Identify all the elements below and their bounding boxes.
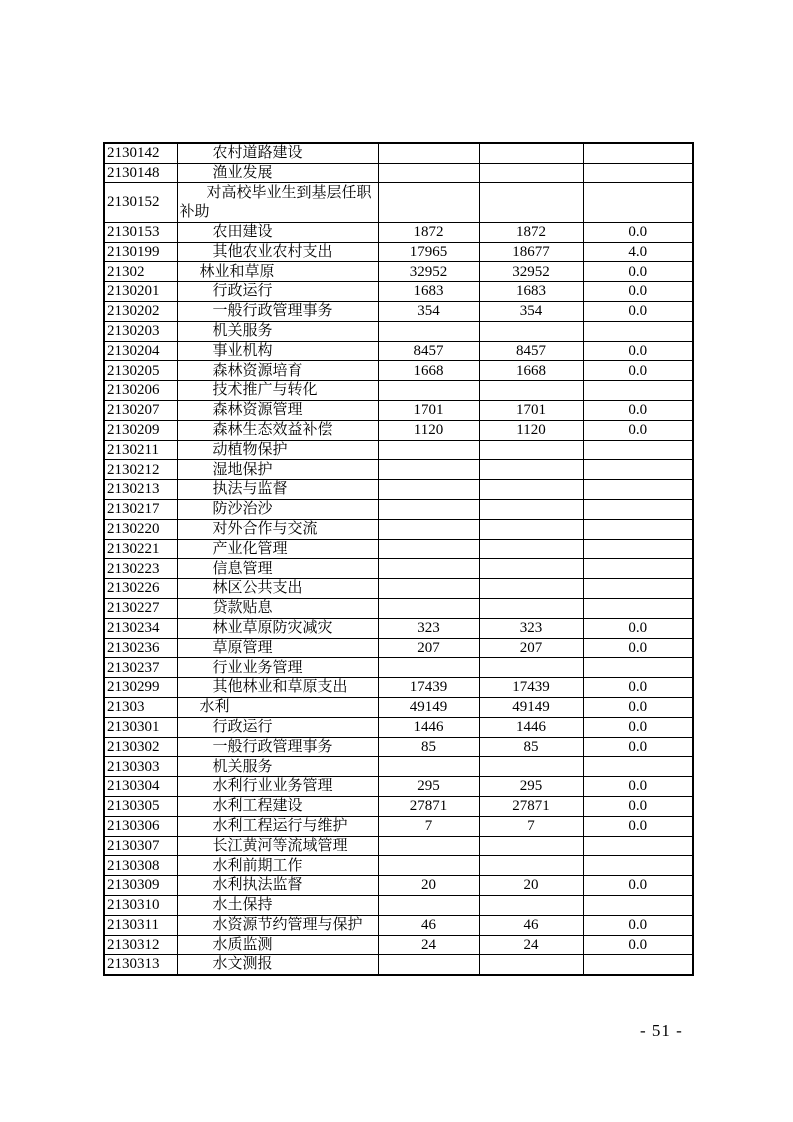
table-row xyxy=(104,183,693,223)
cell-value1 xyxy=(378,183,479,223)
cell-value2 xyxy=(479,460,583,480)
cell-value3: 0.0 xyxy=(583,797,693,817)
table-row xyxy=(104,440,693,460)
cell-value1 xyxy=(378,163,479,183)
cell-value3 xyxy=(583,856,693,876)
cell-value1: 207 xyxy=(378,638,479,658)
table-row xyxy=(104,341,693,361)
table-row xyxy=(104,757,693,777)
cell-value1 xyxy=(378,460,479,480)
cell-value2: 17439 xyxy=(479,678,583,698)
cell-code: 2130213 xyxy=(104,480,177,500)
cell-value3 xyxy=(583,460,693,480)
table-row xyxy=(104,163,693,183)
cell-name: 林区公共支出 xyxy=(177,579,378,599)
cell-name: 一般行政管理事务 xyxy=(177,737,378,757)
table-row xyxy=(104,658,693,678)
table-row xyxy=(104,381,693,401)
cell-name: 水利工程运行与维护 xyxy=(177,816,378,836)
cell-name: 执法与监督 xyxy=(177,480,378,500)
page-number: - 51 - xyxy=(640,1021,683,1040)
table-row xyxy=(104,895,693,915)
cell-value1 xyxy=(378,757,479,777)
cell-value3: 0.0 xyxy=(583,618,693,638)
table-row xyxy=(104,539,693,559)
cell-code: 2130302 xyxy=(104,737,177,757)
table-row xyxy=(104,500,693,520)
cell-value1: 1120 xyxy=(378,420,479,440)
cell-code: 2130313 xyxy=(104,955,177,975)
cell-name: 技术推广与转化 xyxy=(177,381,378,401)
cell-code: 2130221 xyxy=(104,539,177,559)
cell-value2 xyxy=(479,579,583,599)
cell-value1 xyxy=(378,519,479,539)
cell-value2 xyxy=(479,480,583,500)
cell-name: 森林资源管理 xyxy=(177,401,378,421)
cell-value1 xyxy=(378,559,479,579)
cell-name: 林业草原防灾减灾 xyxy=(177,618,378,638)
cell-code: 2130303 xyxy=(104,757,177,777)
cell-code: 2130299 xyxy=(104,678,177,698)
cell-code: 2130148 xyxy=(104,163,177,183)
cell-value3: 0.0 xyxy=(583,915,693,935)
cell-value2 xyxy=(479,381,583,401)
cell-value2: 20 xyxy=(479,876,583,896)
cell-code: 2130209 xyxy=(104,420,177,440)
cell-value2: 354 xyxy=(479,302,583,322)
cell-value1: 1872 xyxy=(378,222,479,242)
cell-code: 2130211 xyxy=(104,440,177,460)
table-row xyxy=(104,143,693,163)
table-row xyxy=(104,935,693,955)
cell-value1: 323 xyxy=(378,618,479,638)
cell-value3 xyxy=(583,599,693,619)
cell-value3 xyxy=(583,480,693,500)
table-row xyxy=(104,262,693,282)
table-row xyxy=(104,420,693,440)
cell-name: 森林资源培育 xyxy=(177,361,378,381)
cell-value2 xyxy=(479,599,583,619)
table-row xyxy=(104,361,693,381)
cell-value3: 0.0 xyxy=(583,717,693,737)
cell-value1: 17439 xyxy=(378,678,479,698)
cell-value3: 0.0 xyxy=(583,816,693,836)
cell-name: 对外合作与交流 xyxy=(177,519,378,539)
cell-value3: 4.0 xyxy=(583,242,693,262)
cell-value2: 85 xyxy=(479,737,583,757)
cell-value3: 0.0 xyxy=(583,222,693,242)
cell-value1: 1446 xyxy=(378,717,479,737)
table-row xyxy=(104,321,693,341)
cell-name: 事业机构 xyxy=(177,341,378,361)
cell-name: 行政运行 xyxy=(177,282,378,302)
cell-value2: 1683 xyxy=(479,282,583,302)
cell-name: 机关服务 xyxy=(177,757,378,777)
cell-value2: 1701 xyxy=(479,401,583,421)
cell-name: 行政运行 xyxy=(177,717,378,737)
cell-value3 xyxy=(583,539,693,559)
cell-name: 机关服务 xyxy=(177,321,378,341)
cell-value2: 24 xyxy=(479,935,583,955)
cell-name: 长江黄河等流域管理 xyxy=(177,836,378,856)
cell-code: 2130307 xyxy=(104,836,177,856)
cell-code: 2130305 xyxy=(104,797,177,817)
cell-value3: 0.0 xyxy=(583,777,693,797)
cell-name: 贷款贴息 xyxy=(177,599,378,619)
cell-code: 2130207 xyxy=(104,401,177,421)
cell-code: 2130304 xyxy=(104,777,177,797)
cell-name: 水利行业业务管理 xyxy=(177,777,378,797)
cell-value3: 0.0 xyxy=(583,678,693,698)
cell-value2 xyxy=(479,163,583,183)
cell-name: 产业化管理 xyxy=(177,539,378,559)
table-row xyxy=(104,797,693,817)
cell-name: 渔业发展 xyxy=(177,163,378,183)
table-row xyxy=(104,717,693,737)
cell-name: 湿地保护 xyxy=(177,460,378,480)
table-row xyxy=(104,282,693,302)
cell-value2 xyxy=(479,519,583,539)
cell-name: 动植物保护 xyxy=(177,440,378,460)
cell-value1: 1668 xyxy=(378,361,479,381)
cell-value2: 8457 xyxy=(479,341,583,361)
cell-value3 xyxy=(583,321,693,341)
cell-name: 水文测报 xyxy=(177,955,378,975)
cell-value1 xyxy=(378,895,479,915)
cell-value1: 32952 xyxy=(378,262,479,282)
cell-code: 2130217 xyxy=(104,500,177,520)
cell-value2: 1446 xyxy=(479,717,583,737)
cell-value2: 1668 xyxy=(479,361,583,381)
cell-name: 农村道路建设 xyxy=(177,143,378,163)
table-row xyxy=(104,816,693,836)
cell-value2 xyxy=(479,955,583,975)
cell-value3 xyxy=(583,559,693,579)
cell-value1: 24 xyxy=(378,935,479,955)
cell-value2 xyxy=(479,559,583,579)
cell-value1: 46 xyxy=(378,915,479,935)
cell-value3 xyxy=(583,579,693,599)
cell-code: 2130220 xyxy=(104,519,177,539)
table-row xyxy=(104,955,693,975)
cell-value1 xyxy=(378,500,479,520)
cell-value2: 49149 xyxy=(479,698,583,718)
cell-code: 2130153 xyxy=(104,222,177,242)
cell-code: 2130152 xyxy=(104,183,177,223)
table-row xyxy=(104,401,693,421)
cell-value1 xyxy=(378,579,479,599)
cell-value3: 0.0 xyxy=(583,935,693,955)
cell-name: 农田建设 xyxy=(177,222,378,242)
cell-value2: 323 xyxy=(479,618,583,638)
cell-name: 森林生态效益补偿 xyxy=(177,420,378,440)
cell-name: 其他农业农村支出 xyxy=(177,242,378,262)
cell-value3: 0.0 xyxy=(583,302,693,322)
cell-code: 2130227 xyxy=(104,599,177,619)
cell-name: 林业和草原 xyxy=(177,262,378,282)
cell-name: 防沙治沙 xyxy=(177,500,378,520)
cell-name: 水资源节约管理与保护 xyxy=(177,915,378,935)
cell-value2 xyxy=(479,895,583,915)
cell-name: 水利执法监督 xyxy=(177,876,378,896)
cell-code: 2130236 xyxy=(104,638,177,658)
cell-code: 2130199 xyxy=(104,242,177,262)
cell-code: 2130142 xyxy=(104,143,177,163)
cell-value1: 354 xyxy=(378,302,479,322)
cell-value2 xyxy=(479,500,583,520)
cell-value2: 7 xyxy=(479,816,583,836)
cell-name: 其他林业和草原支出 xyxy=(177,678,378,698)
cell-value3: 0.0 xyxy=(583,876,693,896)
cell-code: 2130202 xyxy=(104,302,177,322)
cell-value2: 207 xyxy=(479,638,583,658)
cell-code: 2130301 xyxy=(104,717,177,737)
cell-value3 xyxy=(583,183,693,223)
cell-name: 行业业务管理 xyxy=(177,658,378,678)
cell-value3 xyxy=(583,955,693,975)
budget-table-body xyxy=(104,143,693,975)
cell-value2: 1872 xyxy=(479,222,583,242)
cell-value2 xyxy=(479,856,583,876)
cell-value3: 0.0 xyxy=(583,262,693,282)
table-row xyxy=(104,737,693,757)
table-row xyxy=(104,222,693,242)
cell-value1: 20 xyxy=(378,876,479,896)
cell-value3 xyxy=(583,163,693,183)
table-row xyxy=(104,599,693,619)
table-row xyxy=(104,856,693,876)
table-row xyxy=(104,836,693,856)
table-row xyxy=(104,618,693,638)
cell-value1 xyxy=(378,658,479,678)
cell-code: 2130201 xyxy=(104,282,177,302)
cell-value1: 49149 xyxy=(378,698,479,718)
cell-name: 水利前期工作 xyxy=(177,856,378,876)
cell-code: 2130309 xyxy=(104,876,177,896)
cell-code: 2130312 xyxy=(104,935,177,955)
cell-value1: 8457 xyxy=(378,341,479,361)
cell-code: 2130308 xyxy=(104,856,177,876)
cell-code: 2130310 xyxy=(104,895,177,915)
cell-value1: 1683 xyxy=(378,282,479,302)
cell-code: 2130206 xyxy=(104,381,177,401)
cell-name: 一般行政管理事务 xyxy=(177,302,378,322)
cell-value2 xyxy=(479,321,583,341)
cell-value3: 0.0 xyxy=(583,420,693,440)
cell-value3 xyxy=(583,757,693,777)
cell-value3: 0.0 xyxy=(583,698,693,718)
cell-value1: 295 xyxy=(378,777,479,797)
table-row xyxy=(104,579,693,599)
cell-value1 xyxy=(378,955,479,975)
cell-value1: 85 xyxy=(378,737,479,757)
cell-name: 水土保持 xyxy=(177,895,378,915)
cell-value1 xyxy=(378,539,479,559)
cell-code: 2130234 xyxy=(104,618,177,638)
cell-value2: 295 xyxy=(479,777,583,797)
cell-value3 xyxy=(583,143,693,163)
cell-value3 xyxy=(583,519,693,539)
cell-value2: 27871 xyxy=(479,797,583,817)
cell-code: 2130204 xyxy=(104,341,177,361)
cell-value1 xyxy=(378,440,479,460)
cell-value1 xyxy=(378,836,479,856)
table-row xyxy=(104,698,693,718)
cell-value2 xyxy=(479,143,583,163)
cell-value3 xyxy=(583,381,693,401)
table-row xyxy=(104,638,693,658)
table-row xyxy=(104,777,693,797)
cell-value3 xyxy=(583,836,693,856)
table-row xyxy=(104,480,693,500)
cell-value2: 1120 xyxy=(479,420,583,440)
cell-value3 xyxy=(583,440,693,460)
cell-value3: 0.0 xyxy=(583,282,693,302)
cell-code: 2130306 xyxy=(104,816,177,836)
cell-code: 21303 xyxy=(104,698,177,718)
cell-value1: 17965 xyxy=(378,242,479,262)
cell-value3: 0.0 xyxy=(583,341,693,361)
table-row xyxy=(104,678,693,698)
cell-name: 水质监测 xyxy=(177,935,378,955)
cell-code: 2130311 xyxy=(104,915,177,935)
cell-value3 xyxy=(583,658,693,678)
cell-value2: 46 xyxy=(479,915,583,935)
cell-value3: 0.0 xyxy=(583,737,693,757)
cell-code: 2130203 xyxy=(104,321,177,341)
cell-code: 21302 xyxy=(104,262,177,282)
cell-name: 水利工程建设 xyxy=(177,797,378,817)
budget-table xyxy=(103,142,694,976)
cell-code: 2130226 xyxy=(104,579,177,599)
cell-value2 xyxy=(479,658,583,678)
cell-value3 xyxy=(583,895,693,915)
cell-value1: 7 xyxy=(378,816,479,836)
cell-name: 水利 xyxy=(177,698,378,718)
cell-value3: 0.0 xyxy=(583,401,693,421)
table-row xyxy=(104,460,693,480)
cell-value3 xyxy=(583,500,693,520)
cell-value3: 0.0 xyxy=(583,361,693,381)
cell-value1 xyxy=(378,480,479,500)
cell-value1 xyxy=(378,321,479,341)
cell-value1 xyxy=(378,856,479,876)
table-row xyxy=(104,302,693,322)
cell-value1: 1701 xyxy=(378,401,479,421)
table-row xyxy=(104,519,693,539)
table-row xyxy=(104,915,693,935)
cell-value1 xyxy=(378,599,479,619)
cell-value2 xyxy=(479,757,583,777)
cell-value2 xyxy=(479,836,583,856)
cell-value2 xyxy=(479,539,583,559)
cell-value2: 18677 xyxy=(479,242,583,262)
cell-code: 2130237 xyxy=(104,658,177,678)
cell-value1: 27871 xyxy=(378,797,479,817)
cell-value1 xyxy=(378,381,479,401)
table-row xyxy=(104,242,693,262)
cell-code: 2130212 xyxy=(104,460,177,480)
cell-name: 草原管理 xyxy=(177,638,378,658)
cell-code: 2130205 xyxy=(104,361,177,381)
cell-value2: 32952 xyxy=(479,262,583,282)
cell-code: 2130223 xyxy=(104,559,177,579)
cell-value3: 0.0 xyxy=(583,638,693,658)
cell-name: 对高校毕业生到基层任职补助 xyxy=(177,183,378,223)
cell-value1 xyxy=(378,143,479,163)
table-row xyxy=(104,559,693,579)
cell-value2 xyxy=(479,440,583,460)
cell-name: 信息管理 xyxy=(177,559,378,579)
table-row xyxy=(104,876,693,896)
cell-value2 xyxy=(479,183,583,223)
